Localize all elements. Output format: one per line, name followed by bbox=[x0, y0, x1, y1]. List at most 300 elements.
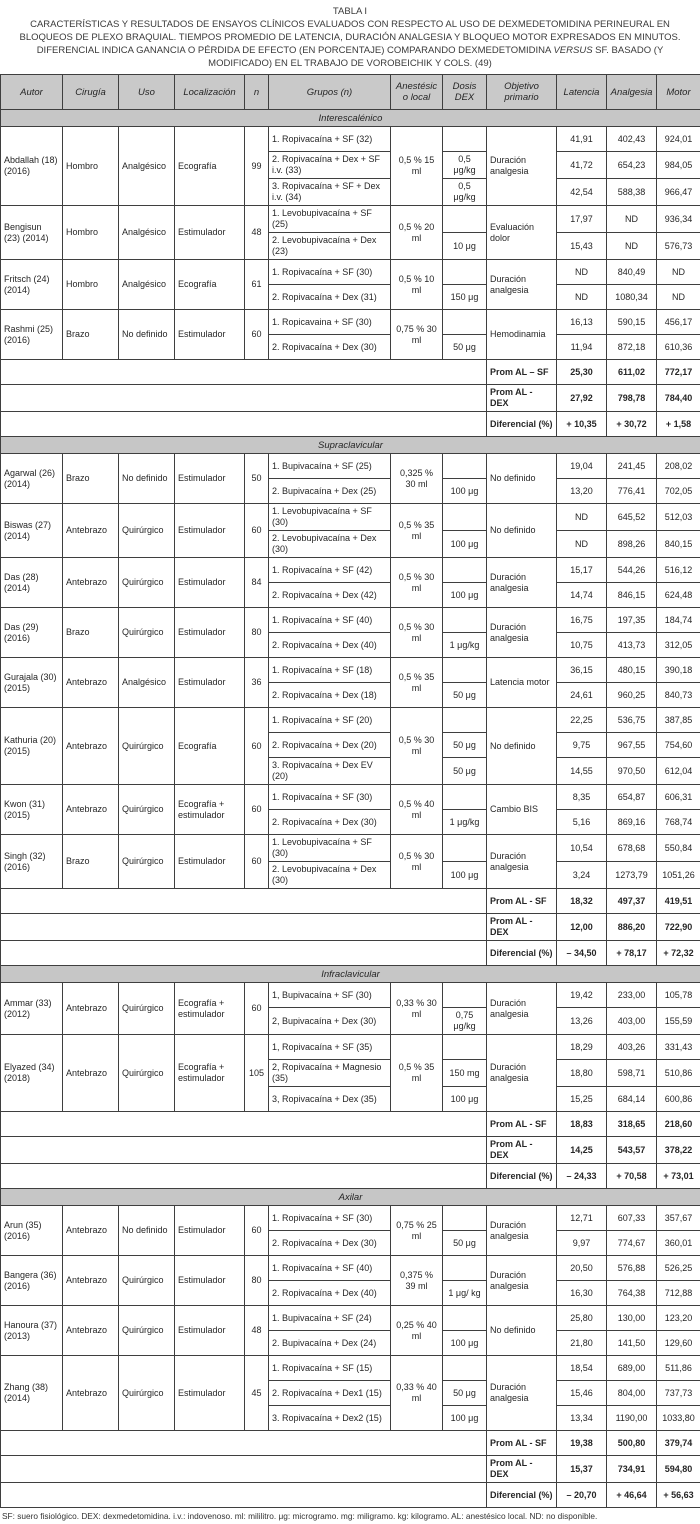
cell-localizacion: Ecografía + estimulador bbox=[175, 785, 245, 835]
cell-anestesico-local: 0,325 % 30 ml bbox=[391, 454, 443, 504]
cell-n: 45 bbox=[245, 1356, 269, 1431]
cell-grupo: 2. Ropivacaína + Dex + SF i.v. (33) bbox=[269, 152, 391, 179]
cell-uso: No definido bbox=[119, 454, 175, 504]
cell-dosis-dex bbox=[443, 835, 487, 862]
cell-motor: 1051,26 bbox=[657, 862, 700, 889]
cell-dosis-dex: 100 μg bbox=[443, 1087, 487, 1112]
cell-motor: 840,15 bbox=[657, 531, 700, 558]
cell-dosis-dex: 50 μg bbox=[443, 1231, 487, 1256]
cell-grupo: 2. Levobupivacaína + Dex (30) bbox=[269, 531, 391, 558]
cell-uso: Quirúrgico bbox=[119, 1256, 175, 1306]
cell-grupo: 1. Ropicavaina + SF (30) bbox=[269, 310, 391, 335]
table-number-label: TABLA I bbox=[6, 5, 694, 18]
cell-grupo: 1, Ropivacaína + SF (35) bbox=[269, 1035, 391, 1060]
cell-n: 60 bbox=[245, 1206, 269, 1256]
summary-label: Prom AL - DEX bbox=[487, 1456, 557, 1483]
cell-grupo: 1. Bupivacaína + SF (25) bbox=[269, 454, 391, 479]
cell-autor: Agarwal (26) (2014) bbox=[1, 454, 63, 504]
cell-motor: 208,02 bbox=[657, 454, 700, 479]
cell-dosis-dex: 50 μg bbox=[443, 1381, 487, 1406]
cell-cirugia: Hombro bbox=[63, 206, 119, 260]
cell-motor: 754,60 bbox=[657, 733, 700, 758]
cell-n: 60 bbox=[245, 310, 269, 360]
cell-dosis-dex bbox=[443, 206, 487, 233]
cell-objetivo-primario: Duración analgesia bbox=[487, 260, 557, 310]
cell-grupo: 2. Ropivacaína + Dex (30) bbox=[269, 335, 391, 360]
section-header-row: Axilar bbox=[1, 1189, 700, 1206]
cell-localizacion: Estimulador bbox=[175, 1206, 245, 1256]
cell-latencia: 15,43 bbox=[557, 233, 607, 260]
summary-latencia: 19,38 bbox=[557, 1431, 607, 1456]
cell-motor: 511,86 bbox=[657, 1356, 700, 1381]
cell-anestesico-local: 0,5 % 35 ml bbox=[391, 504, 443, 558]
summary-spacer bbox=[1, 941, 487, 966]
cell-dosis-dex bbox=[443, 983, 487, 1008]
cell-anestesico-local: 0,75 % 30 ml bbox=[391, 310, 443, 360]
cell-dosis-dex bbox=[443, 454, 487, 479]
cell-dosis-dex bbox=[443, 1356, 487, 1381]
cell-uso: Quirúrgico bbox=[119, 1306, 175, 1356]
cell-grupo: 2. Ropivacaína + Dex (30) bbox=[269, 810, 391, 835]
cell-localizacion: Estimulador bbox=[175, 1306, 245, 1356]
summary-latencia: 27,92 bbox=[557, 385, 607, 412]
cell-motor: 966,47 bbox=[657, 179, 700, 206]
cell-uso: Quirúrgico bbox=[119, 608, 175, 658]
cell-motor: 357,67 bbox=[657, 1206, 700, 1231]
cell-anestesico-local: 0,25 % 40 ml bbox=[391, 1306, 443, 1356]
cell-dosis-dex: 150 mg bbox=[443, 1060, 487, 1087]
cell-motor: 576,73 bbox=[657, 233, 700, 260]
cell-motor: 123,20 bbox=[657, 1306, 700, 1331]
cell-latencia: 16,75 bbox=[557, 608, 607, 633]
cell-analgesia: 654,23 bbox=[607, 152, 657, 179]
cell-analgesia: 869,16 bbox=[607, 810, 657, 835]
cell-motor: 768,74 bbox=[657, 810, 700, 835]
summary-motor: 772,17 bbox=[657, 360, 700, 385]
cell-localizacion: Estimulador bbox=[175, 454, 245, 504]
cell-latencia: 13,26 bbox=[557, 1008, 607, 1035]
cell-anestesico-local: 0,5 % 30 ml bbox=[391, 835, 443, 889]
cell-dosis-dex bbox=[443, 708, 487, 733]
cell-n: 61 bbox=[245, 260, 269, 310]
cell-uso: Analgésico bbox=[119, 206, 175, 260]
cell-latencia: 15,25 bbox=[557, 1087, 607, 1112]
cell-analgesia: 804,00 bbox=[607, 1381, 657, 1406]
cell-cirugia: Antebrazo bbox=[63, 658, 119, 708]
cell-latencia: 19,04 bbox=[557, 454, 607, 479]
cell-localizacion: Estimulador bbox=[175, 1356, 245, 1431]
cell-grupo: 2. Ropivacaína + Dex (18) bbox=[269, 683, 391, 708]
cell-latencia: 25,80 bbox=[557, 1306, 607, 1331]
cell-dosis-dex bbox=[443, 1035, 487, 1060]
cell-objetivo-primario: Cambio BIS bbox=[487, 785, 557, 835]
cell-grupo: 2. Ropivacaína + Dex (42) bbox=[269, 583, 391, 608]
cell-latencia: 9,75 bbox=[557, 733, 607, 758]
cell-n: 60 bbox=[245, 785, 269, 835]
cell-anestesico-local: 0,5 % 20 ml bbox=[391, 206, 443, 260]
cell-grupo: 1. Ropivacaína + SF (30) bbox=[269, 260, 391, 285]
cell-grupo: 2. Ropivacaína + Dex (30) bbox=[269, 1231, 391, 1256]
cell-objetivo-primario: Duración analgesia bbox=[487, 1356, 557, 1431]
summary-spacer bbox=[1, 1112, 487, 1137]
cell-analgesia: 872,18 bbox=[607, 335, 657, 360]
table-body bbox=[1, 75, 700, 1508]
cell-latencia: 13,20 bbox=[557, 479, 607, 504]
caption-text-post: SF. BASADO (Y MODIFICADO) EN EL TRABAJO DE VOROBEICHIK Y COLS. (49) bbox=[208, 45, 663, 69]
cell-analgesia: ND bbox=[607, 206, 657, 233]
cell-dosis-dex bbox=[443, 1206, 487, 1231]
summary-motor: + 73,01 bbox=[657, 1164, 700, 1189]
cell-n: 80 bbox=[245, 1256, 269, 1306]
summary-analgesia: 500,80 bbox=[607, 1431, 657, 1456]
cell-cirugia: Antebrazo bbox=[63, 785, 119, 835]
cell-analgesia: 576,88 bbox=[607, 1256, 657, 1281]
cell-dosis-dex: 100 μg bbox=[443, 531, 487, 558]
summary-analgesia: 611,02 bbox=[607, 360, 657, 385]
summary-latencia: 18,32 bbox=[557, 889, 607, 914]
cell-analgesia: 233,00 bbox=[607, 983, 657, 1008]
summary-latencia: 18,83 bbox=[557, 1112, 607, 1137]
cell-analgesia: 402,43 bbox=[607, 127, 657, 152]
cell-autor: Elyazed (34) (2018) bbox=[1, 1035, 63, 1112]
cell-cirugia: Antebrazo bbox=[63, 983, 119, 1035]
cell-analgesia: 774,67 bbox=[607, 1231, 657, 1256]
cell-cirugia: Antebrazo bbox=[63, 708, 119, 785]
cell-uso: Analgésico bbox=[119, 260, 175, 310]
cell-anestesico-local: 0,5 % 10 ml bbox=[391, 260, 443, 310]
cell-objetivo-primario: No definido bbox=[487, 454, 557, 504]
column-header-objetivo-primario: Objetivo primario bbox=[487, 75, 557, 110]
cell-objetivo-primario: Duración analgesia bbox=[487, 983, 557, 1035]
cell-motor: 387,85 bbox=[657, 708, 700, 733]
cell-motor: 331,43 bbox=[657, 1035, 700, 1060]
section-header-row: Supraclavicular bbox=[1, 437, 700, 454]
cell-objetivo-primario: Hemodinamia bbox=[487, 310, 557, 360]
cell-n: 99 bbox=[245, 127, 269, 206]
table-title-block bbox=[0, 0, 700, 74]
cell-objetivo-primario: No definido bbox=[487, 504, 557, 558]
cell-objetivo-primario: Duración analgesia bbox=[487, 608, 557, 658]
cell-dosis-dex bbox=[443, 558, 487, 583]
cell-motor: 712,88 bbox=[657, 1281, 700, 1306]
cell-analgesia: 645,52 bbox=[607, 504, 657, 531]
cell-latencia: 3,24 bbox=[557, 862, 607, 889]
cell-uso: Quirúrgico bbox=[119, 708, 175, 785]
cell-dosis-dex: 100 μg bbox=[443, 1331, 487, 1356]
summary-label: Prom AL - SF bbox=[487, 1112, 557, 1137]
cell-motor: 510,86 bbox=[657, 1060, 700, 1087]
cell-motor: 600,86 bbox=[657, 1087, 700, 1112]
cell-analgesia: 846,15 bbox=[607, 583, 657, 608]
cell-cirugia: Antebrazo bbox=[63, 1206, 119, 1256]
cell-analgesia: 960,25 bbox=[607, 683, 657, 708]
summary-analgesia: 886,20 bbox=[607, 914, 657, 941]
column-header-latencia: Latencia bbox=[557, 75, 607, 110]
summary-label: Prom AL - DEX bbox=[487, 1137, 557, 1164]
summary-latencia: 14,25 bbox=[557, 1137, 607, 1164]
cell-autor: Bengisun (23) (2014) bbox=[1, 206, 63, 260]
cell-localizacion: Estimulador bbox=[175, 835, 245, 889]
cell-n: 60 bbox=[245, 708, 269, 785]
cell-autor: Das (29) (2016) bbox=[1, 608, 63, 658]
cell-grupo: 2. Ropivacaína + Dex1 (15) bbox=[269, 1381, 391, 1406]
cell-latencia: 24,61 bbox=[557, 683, 607, 708]
cell-localizacion: Ecografía bbox=[175, 708, 245, 785]
summary-analgesia: + 70,58 bbox=[607, 1164, 657, 1189]
cell-dosis-dex: 10 μg bbox=[443, 233, 487, 260]
cell-grupo: 1. Ropivacaína + SF (30) bbox=[269, 785, 391, 810]
cell-analgesia: 141,50 bbox=[607, 1331, 657, 1356]
cell-dosis-dex bbox=[443, 260, 487, 285]
cell-latencia: 18,54 bbox=[557, 1356, 607, 1381]
cell-motor: 105,78 bbox=[657, 983, 700, 1008]
cell-objetivo-primario: Duración analgesia bbox=[487, 835, 557, 889]
cell-latencia: 41,91 bbox=[557, 127, 607, 152]
cell-dosis-dex: 1 μg/kg bbox=[443, 810, 487, 835]
cell-uso: Quirúrgico bbox=[119, 558, 175, 608]
column-header-dosis-dex: Dosis DEX bbox=[443, 75, 487, 110]
cell-latencia: 21,80 bbox=[557, 1331, 607, 1356]
column-header-cirugia: Cirugía bbox=[63, 75, 119, 110]
cell-n: 36 bbox=[245, 658, 269, 708]
cell-uso: No definido bbox=[119, 310, 175, 360]
cell-analgesia: 967,55 bbox=[607, 733, 657, 758]
summary-analgesia: 543,57 bbox=[607, 1137, 657, 1164]
cell-localizacion: Ecografía bbox=[175, 260, 245, 310]
cell-autor: Arun (35) (2016) bbox=[1, 1206, 63, 1256]
cell-localizacion: Estimulador bbox=[175, 608, 245, 658]
section-header-row: Infraclavicular bbox=[1, 966, 700, 983]
cell-latencia: ND bbox=[557, 285, 607, 310]
cell-motor: 840,73 bbox=[657, 683, 700, 708]
cell-dosis-dex bbox=[443, 785, 487, 810]
cell-grupo: 1. Ropivacaína + SF (18) bbox=[269, 658, 391, 683]
summary-motor: + 72,32 bbox=[657, 941, 700, 966]
cell-objetivo-primario: Duración analgesia bbox=[487, 1206, 557, 1256]
cell-uso: Quirúrgico bbox=[119, 504, 175, 558]
cell-motor: 624,48 bbox=[657, 583, 700, 608]
summary-motor: 722,90 bbox=[657, 914, 700, 941]
summary-spacer bbox=[1, 1137, 487, 1164]
cell-objetivo-primario: Duración analgesia bbox=[487, 1035, 557, 1112]
cell-anestesico-local: 0,33 % 40 ml bbox=[391, 1356, 443, 1431]
summary-latencia: – 34,50 bbox=[557, 941, 607, 966]
cell-motor: 184,74 bbox=[657, 608, 700, 633]
cell-grupo: 1. Levobupivacaína + SF (30) bbox=[269, 835, 391, 862]
cell-autor: Zhang (38) (2014) bbox=[1, 1356, 63, 1431]
cell-cirugia: Antebrazo bbox=[63, 558, 119, 608]
column-header-localizacion: Localización bbox=[175, 75, 245, 110]
column-header-uso: Uso bbox=[119, 75, 175, 110]
cell-latencia: 11,94 bbox=[557, 335, 607, 360]
cell-grupo: 3. Ropivacaína + Dex2 (15) bbox=[269, 1406, 391, 1431]
cell-grupo: 2, Bupivacaína + Dex (30) bbox=[269, 1008, 391, 1035]
cell-dosis-dex: 50 μg bbox=[443, 758, 487, 785]
cell-analgesia: 403,26 bbox=[607, 1035, 657, 1060]
cell-anestesico-local: 0,5 % 40 ml bbox=[391, 785, 443, 835]
cell-latencia: ND bbox=[557, 504, 607, 531]
cell-objetivo-primario: Duración analgesia bbox=[487, 1256, 557, 1306]
cell-objetivo-primario: Latencia motor bbox=[487, 658, 557, 708]
cell-anestesico-local: 0,33 % 30 ml bbox=[391, 983, 443, 1035]
cell-dosis-dex: 1 μg/kg bbox=[443, 633, 487, 658]
summary-motor: 419,51 bbox=[657, 889, 700, 914]
cell-dosis-dex: 50 μg bbox=[443, 335, 487, 360]
cell-analgesia: 588,38 bbox=[607, 179, 657, 206]
summary-analgesia: 318,65 bbox=[607, 1112, 657, 1137]
cell-grupo: 1. Bupivacaína + SF (24) bbox=[269, 1306, 391, 1331]
cell-latencia: ND bbox=[557, 531, 607, 558]
summary-label: Diferencial (%) bbox=[487, 412, 557, 437]
cell-grupo: 2, Ropivacaína + Magnesio (35) bbox=[269, 1060, 391, 1087]
cell-analgesia: 684,14 bbox=[607, 1087, 657, 1112]
summary-analgesia: 734,91 bbox=[607, 1456, 657, 1483]
summary-motor: 784,40 bbox=[657, 385, 700, 412]
cell-latencia: 13,34 bbox=[557, 1406, 607, 1431]
cell-latencia: 19,42 bbox=[557, 983, 607, 1008]
summary-motor: 378,22 bbox=[657, 1137, 700, 1164]
summary-analgesia: + 78,17 bbox=[607, 941, 657, 966]
cell-dosis-dex: 0,5 μg/kg bbox=[443, 179, 487, 206]
cell-analgesia: 598,71 bbox=[607, 1060, 657, 1087]
cell-localizacion: Estimulador bbox=[175, 658, 245, 708]
cell-motor: 390,18 bbox=[657, 658, 700, 683]
cell-grupo: 1, Bupivacaína + SF (30) bbox=[269, 983, 391, 1008]
cell-n: 60 bbox=[245, 983, 269, 1035]
cell-grupo: 2. Ropivacaína + Dex (40) bbox=[269, 1281, 391, 1306]
summary-label: Diferencial (%) bbox=[487, 941, 557, 966]
summary-motor: 594,80 bbox=[657, 1456, 700, 1483]
cell-autor: Ammar (33) (2012) bbox=[1, 983, 63, 1035]
cell-anestesico-local: 0,75 % 25 ml bbox=[391, 1206, 443, 1256]
cell-latencia: 18,29 bbox=[557, 1035, 607, 1060]
cell-cirugia: Antebrazo bbox=[63, 504, 119, 558]
cell-grupo: 2. Levobupivacaína + Dex (23) bbox=[269, 233, 391, 260]
cell-dosis-dex bbox=[443, 1256, 487, 1281]
cell-latencia: 15,17 bbox=[557, 558, 607, 583]
cell-grupo: 3. Ropivacaína + Dex EV (20) bbox=[269, 758, 391, 785]
summary-spacer bbox=[1, 385, 487, 412]
cell-dosis-dex: 0,5 μg/kg bbox=[443, 152, 487, 179]
cell-analgesia: ND bbox=[607, 233, 657, 260]
summary-spacer bbox=[1, 889, 487, 914]
cell-analgesia: 689,00 bbox=[607, 1356, 657, 1381]
cell-grupo: 1. Ropivacaína + SF (40) bbox=[269, 1256, 391, 1281]
cell-motor: 612,04 bbox=[657, 758, 700, 785]
cell-motor: 702,05 bbox=[657, 479, 700, 504]
cell-grupo: 1. Ropivacaína + SF (30) bbox=[269, 1206, 391, 1231]
cell-motor: ND bbox=[657, 285, 700, 310]
table-caption bbox=[6, 18, 694, 70]
cell-objetivo-primario: No definido bbox=[487, 1306, 557, 1356]
summary-motor: 218,60 bbox=[657, 1112, 700, 1137]
cell-dosis-dex: 0,75 μg/kg bbox=[443, 1008, 487, 1035]
cell-motor: 516,12 bbox=[657, 558, 700, 583]
cell-dosis-dex: 100 μg bbox=[443, 583, 487, 608]
summary-motor: + 1,58 bbox=[657, 412, 700, 437]
cell-latencia: 14,74 bbox=[557, 583, 607, 608]
cell-uso: Quirúrgico bbox=[119, 785, 175, 835]
cell-latencia: 17,97 bbox=[557, 206, 607, 233]
cell-analgesia: 403,00 bbox=[607, 1008, 657, 1035]
cell-dosis-dex bbox=[443, 127, 487, 152]
cell-motor: 610,36 bbox=[657, 335, 700, 360]
column-header-motor: Motor bbox=[657, 75, 700, 110]
summary-label: Prom AL - SF bbox=[487, 889, 557, 914]
cell-analgesia: 241,45 bbox=[607, 454, 657, 479]
summary-latencia: + 10,35 bbox=[557, 412, 607, 437]
summary-label: Prom AL - SF bbox=[487, 1431, 557, 1456]
cell-cirugia: Hombro bbox=[63, 260, 119, 310]
summary-spacer bbox=[1, 1483, 487, 1508]
cell-uso: Quirúrgico bbox=[119, 1035, 175, 1112]
cell-n: 48 bbox=[245, 206, 269, 260]
cell-uso: No definido bbox=[119, 1206, 175, 1256]
summary-analgesia: + 30,72 bbox=[607, 412, 657, 437]
cell-motor: ND bbox=[657, 260, 700, 285]
cell-objetivo-primario: No definido bbox=[487, 708, 557, 785]
cell-motor: 526,25 bbox=[657, 1256, 700, 1281]
column-header-grupos: Grupos (n) bbox=[269, 75, 391, 110]
cell-motor: 737,73 bbox=[657, 1381, 700, 1406]
cell-motor: 924,01 bbox=[657, 127, 700, 152]
cell-analgesia: 776,41 bbox=[607, 479, 657, 504]
cell-motor: 1033,80 bbox=[657, 1406, 700, 1431]
cell-analgesia: 480,15 bbox=[607, 658, 657, 683]
cell-motor: 456,17 bbox=[657, 310, 700, 335]
table-footnote: SF: suero fisiológico. DEX: dexmedetomidina. i.v.: indovenoso. ml: mililitro. μg: microgramo. mg: miligramo. kg: kilogramo. AL: anestésico local. ND: no disponible. bbox=[0, 1508, 700, 1524]
cell-uso: Analgésico bbox=[119, 127, 175, 206]
cell-analgesia: 413,73 bbox=[607, 633, 657, 658]
cell-analgesia: 840,49 bbox=[607, 260, 657, 285]
column-header-analgesia: Analgesia bbox=[607, 75, 657, 110]
cell-analgesia: 1273,79 bbox=[607, 862, 657, 889]
cell-latencia: 16,13 bbox=[557, 310, 607, 335]
cell-autor: Gurajala (30) (2015) bbox=[1, 658, 63, 708]
cell-latencia: 36,15 bbox=[557, 658, 607, 683]
cell-dosis-dex: 100 μg bbox=[443, 1406, 487, 1431]
cell-cirugia: Antebrazo bbox=[63, 1256, 119, 1306]
summary-label: Prom AL – SF bbox=[487, 360, 557, 385]
summary-label: Prom AL - DEX bbox=[487, 385, 557, 412]
cell-latencia: 42,54 bbox=[557, 179, 607, 206]
summary-analgesia: 798,78 bbox=[607, 385, 657, 412]
cell-anestesico-local: 0,5 % 30 ml bbox=[391, 708, 443, 785]
cell-cirugia: Antebrazo bbox=[63, 1356, 119, 1431]
cell-motor: 312,05 bbox=[657, 633, 700, 658]
cell-latencia: 12,71 bbox=[557, 1206, 607, 1231]
cell-dosis-dex bbox=[443, 1306, 487, 1331]
cell-cirugia: Brazo bbox=[63, 608, 119, 658]
cell-n: 48 bbox=[245, 1306, 269, 1356]
cell-analgesia: 1080,34 bbox=[607, 285, 657, 310]
cell-analgesia: 678,68 bbox=[607, 835, 657, 862]
cell-autor: Abdallah (18) (2016) bbox=[1, 127, 63, 206]
summary-spacer bbox=[1, 1164, 487, 1189]
summary-analgesia: 497,37 bbox=[607, 889, 657, 914]
cell-cirugia: Hombro bbox=[63, 127, 119, 206]
cell-anestesico-local: 0,5 % 35 ml bbox=[391, 658, 443, 708]
cell-grupo: 1. Ropivacaína + SF (15) bbox=[269, 1356, 391, 1381]
cell-grupo: 2. Ropivacaína + Dex (31) bbox=[269, 285, 391, 310]
cell-latencia: 10,75 bbox=[557, 633, 607, 658]
cell-autor: Kathuria (20) (2015) bbox=[1, 708, 63, 785]
cell-latencia: ND bbox=[557, 260, 607, 285]
column-header-anestesico-local: Anestésico local bbox=[391, 75, 443, 110]
summary-latencia: 12,00 bbox=[557, 914, 607, 941]
cell-analgesia: 654,87 bbox=[607, 785, 657, 810]
cell-analgesia: 607,33 bbox=[607, 1206, 657, 1231]
